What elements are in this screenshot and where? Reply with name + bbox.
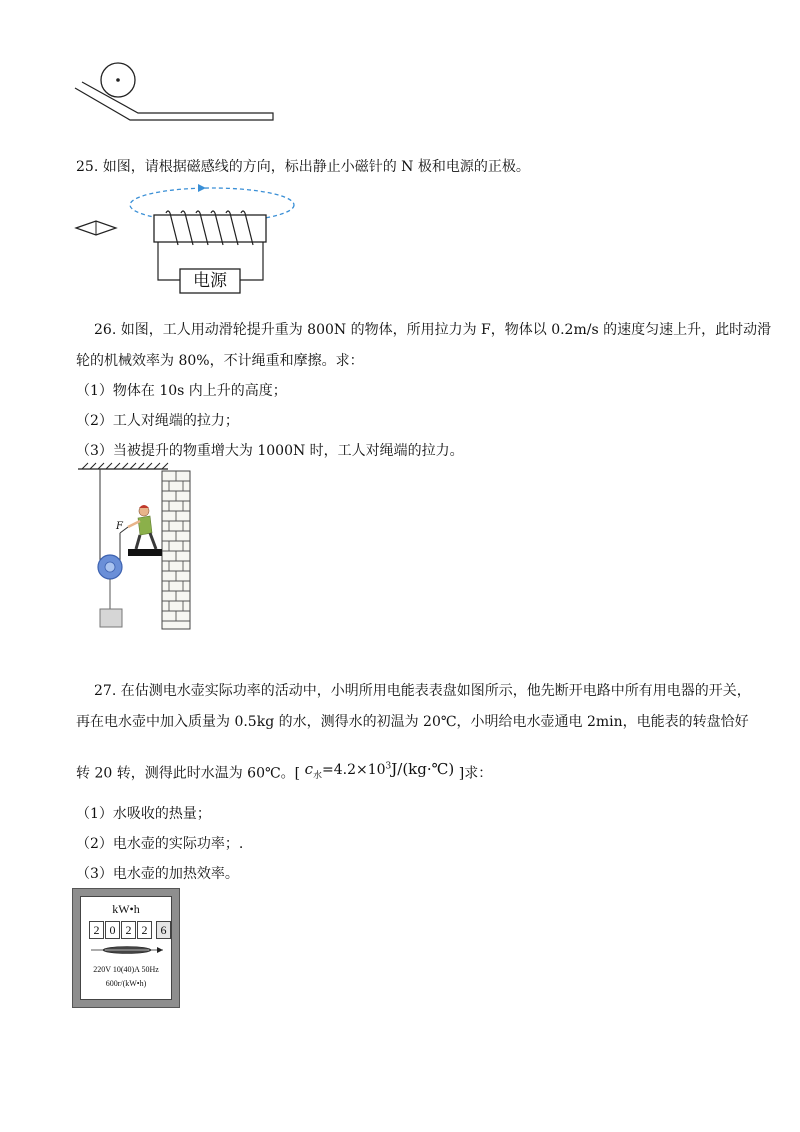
meter-digit: 2 (121, 921, 136, 939)
q27-line3-prefix: 转 20 转，测得此时水温为 60℃。[ (76, 765, 301, 782)
q27-item-1: （1）水吸收的热量； (76, 806, 211, 822)
formula-sub: 水 (312, 770, 322, 781)
meter-unit: kW•h (112, 902, 140, 916)
ball-incline-figure (70, 60, 280, 130)
meter-digit: 2 (89, 921, 104, 939)
wire-left (158, 242, 180, 280)
incline-track (75, 82, 273, 120)
field-arrow-icon (198, 184, 206, 192)
platform (128, 549, 162, 556)
q26-text-line2: 轮的机械效率为 80%，不计绳重和摩擦。求： (76, 353, 364, 369)
q26-pulley-figure (76, 465, 206, 635)
q26-item-2: （2）工人对绳端的拉力； (76, 413, 239, 429)
meter-spec-line2: 600r/(kW•h) (105, 979, 147, 988)
formula-exp: 3 (385, 761, 392, 771)
power-source-label: 电源 (193, 271, 227, 291)
meter-digit: 0 (105, 921, 120, 939)
formula-unit: J/(kg·℃) (391, 759, 455, 778)
formula-c: c (304, 759, 313, 778)
q27-text-line1: 27. 在估测电水壶实际功率的活动中，小明所用电能表表盘如图所示，他先断开电路中所有用电器的开关， (94, 683, 751, 699)
meter-digits (89, 921, 171, 939)
meter-disc-icon (91, 943, 163, 957)
q26-item-1: （1）物体在 10s 内上升的高度； (76, 383, 287, 399)
ceiling-hatch (82, 463, 168, 469)
worker-figure (128, 505, 156, 549)
q27-line3-suffix: ]求： (458, 765, 493, 782)
specific-heat-formula (304, 759, 459, 781)
q27-item-3: （3）电水壶的加热效率。 (76, 866, 239, 882)
q25-text: 25. 如图，请根据磁感线的方向，标出静止小磁针的 N 极和电源的正极。 (76, 159, 530, 175)
weight-block (100, 609, 122, 627)
force-label: F (116, 521, 123, 532)
q27-item-2: （2）电水壶的实际功率；. (76, 836, 244, 852)
formula-eq: =4.2×10 (321, 761, 386, 778)
meter-digit-decimal: 6 (156, 921, 171, 939)
ball-center-dot (116, 78, 120, 82)
q27-text-line2: 再在电水壶中加入质量为 0.5kg 的水，测得水的初温为 20℃，小明给电水壶通电 2min，电能表的转盘恰好 (76, 714, 749, 730)
q27-text-line3 (76, 760, 492, 789)
meter-face (80, 896, 172, 1000)
q26-item-3: （3）当被提升的物重增大为 1000N 时，工人对绳端的拉力。 (76, 443, 464, 459)
electric-meter (72, 888, 180, 1008)
meter-digit: 2 (137, 921, 152, 939)
meter-spec-line1: 220V 10(40)A 50Hz (93, 965, 159, 974)
q26-text-line1: 26. 如图，工人用动滑轮提升重为 800N 的物体，所用拉力为 F，物体以 0.2m/s 的速度匀速上升，此时动滑 (94, 322, 772, 338)
wire-right (240, 242, 263, 280)
